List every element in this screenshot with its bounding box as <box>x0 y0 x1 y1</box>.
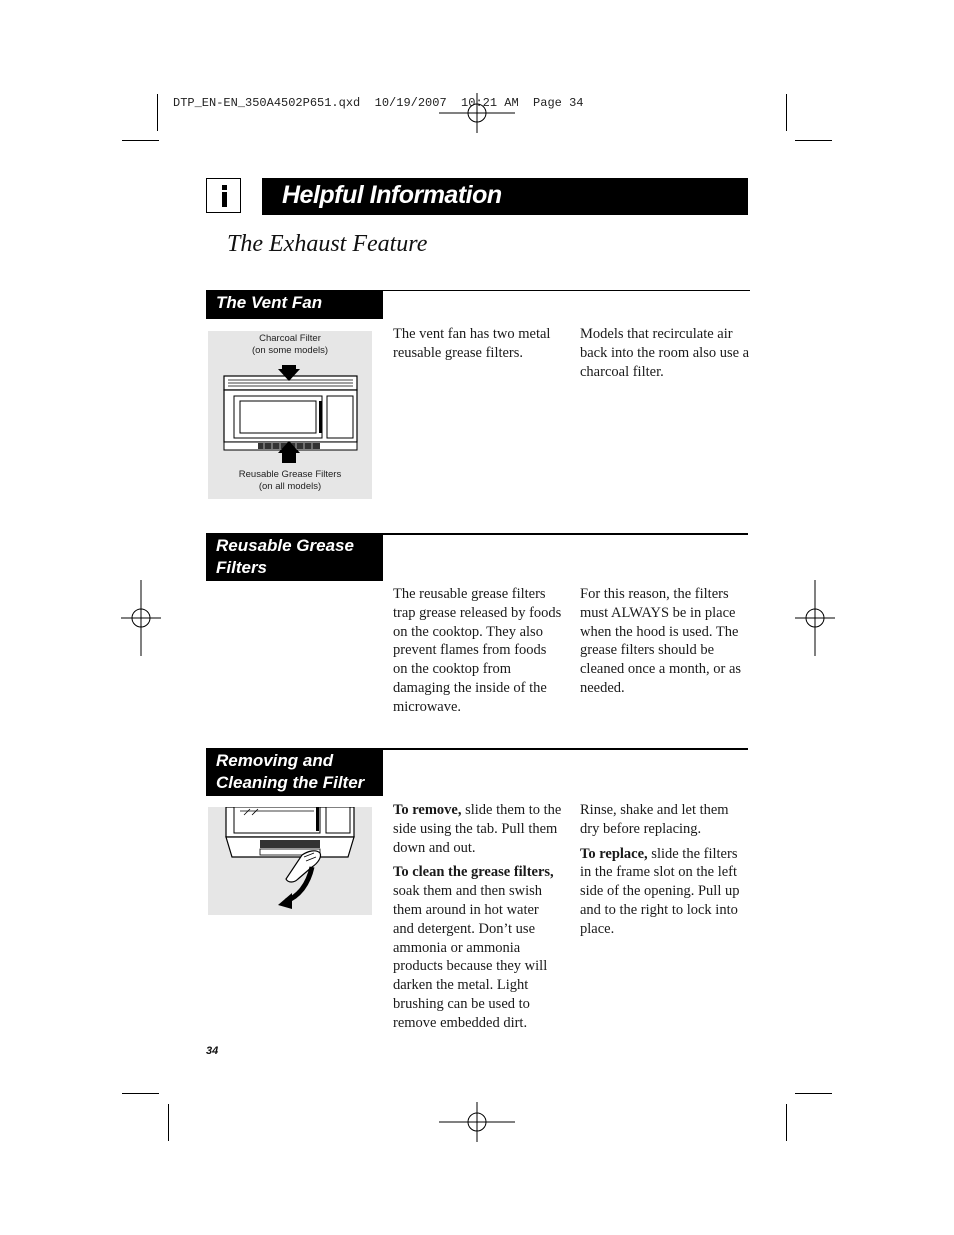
registration-mark-top <box>439 93 515 133</box>
grease-filter-label: Reusable Grease Filters (on all models) <box>238 469 342 492</box>
header-banner <box>262 178 748 215</box>
grease-filters-text-col1: The reusable grease filters trap grease released by foods on the cooktop. They also prevent flames from foods on the cooktop from damaging the inside of the microwave. <box>393 586 562 715</box>
registration-mark-right <box>795 580 835 656</box>
section-heading-removing: Removing and Cleaning the Filter <box>206 748 383 796</box>
vent-fan-figure <box>208 331 372 499</box>
microwave-illustration <box>208 359 372 467</box>
grease-filters-text-col2: For this reason, the filters must ALWAYS be in place when the hood is used. The grease filters should be cleaned once a month, or as needed. <box>580 586 742 696</box>
remove-instruction: To remove, slide them to the side using the tab. Pull them down and out. <box>393 802 562 856</box>
filter-removal-illustration <box>208 807 372 915</box>
removing-text-col1 <box>393 801 563 1039</box>
page-subtitle: The Exhaust Feature <box>227 231 428 257</box>
vent-fan-text-col1: The vent fan has two metal reusable grease filters. <box>393 326 551 361</box>
registration-mark-left <box>121 580 161 656</box>
removing-text-col2 <box>580 801 750 945</box>
clean-instruction: To clean the grease filters, soak them and then swish them around in hot water and detergent. Don’t use ammonia or ammonia products because they will darken the metal. Light brushing can be used to remove embedded dirt. <box>393 864 554 1031</box>
rinse-instruction: Rinse, shake and let them dry before replacing. <box>580 802 729 837</box>
replace-instruction: To replace, slide the filters in the frame slot on the left side of the opening. Pull up and to the right to lock into place. <box>580 845 740 937</box>
section-heading-grease-filters: Reusable Grease Filters <box>206 533 383 581</box>
header-title: Helpful Information <box>282 181 502 209</box>
registration-mark-bottom <box>439 1102 515 1142</box>
filter-removal-figure <box>208 807 372 915</box>
printer-slug: DTP_EN-EN_350A4502P651.qxd 10/19/2007 10:21 AM Page 34 <box>173 96 584 110</box>
section-heading-vent-fan: The Vent Fan <box>206 290 383 319</box>
info-icon <box>206 178 241 213</box>
vent-fan-text-col2: Models that recirculate air back into the room also use a charcoal filter. <box>580 326 750 380</box>
charcoal-filter-label: Charcoal Filter (on some models) <box>251 333 329 356</box>
page-number: 34 <box>206 1045 219 1057</box>
